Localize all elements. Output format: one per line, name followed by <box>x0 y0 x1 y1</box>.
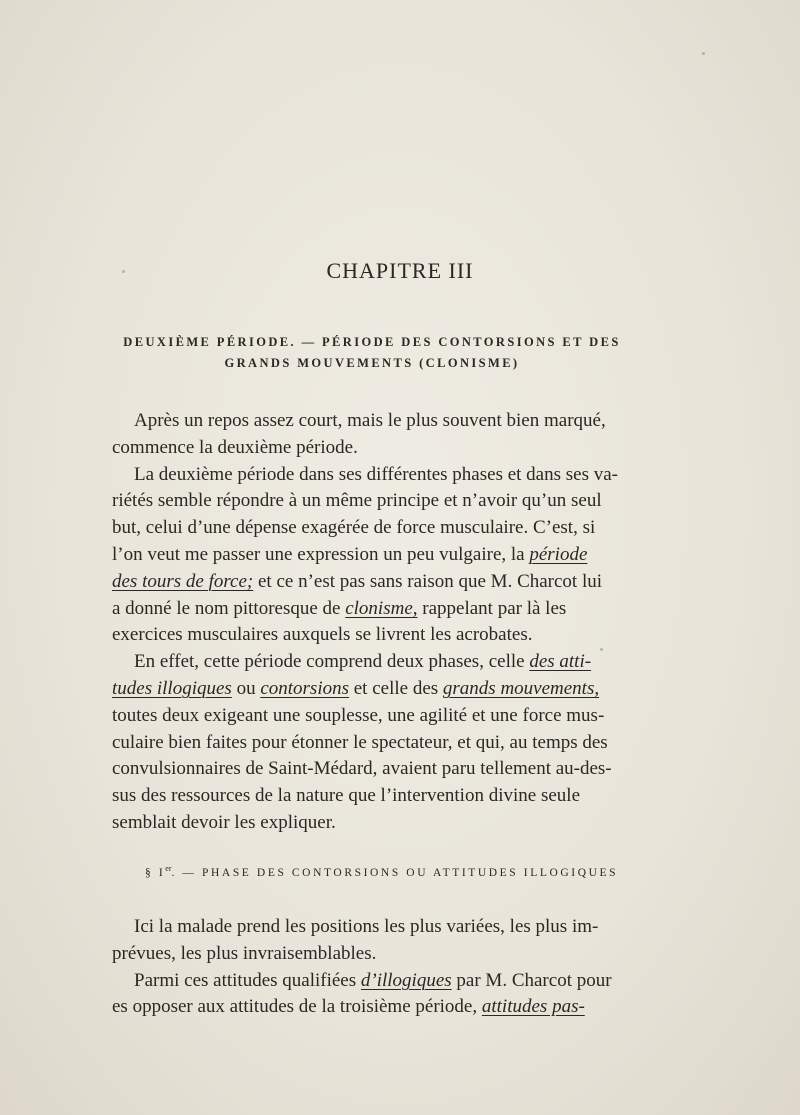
paragraph-block-2 <box>112 914 640 1021</box>
text-run: a donné le nom pittoresque de <box>112 597 346 619</box>
text-run: Parmi ces attitudes qualifiées <box>134 969 361 991</box>
text-line: La deuxième période dans ses différentes phases et dans ses va- <box>134 463 618 485</box>
subsection-prefix: § I <box>145 866 166 879</box>
text-run: rappelant par là les <box>417 597 567 619</box>
text-run: En effet, cette période comprend deux phases, celle <box>134 651 530 673</box>
subsection-title: . — PHASE DES CONTORSIONS OU ATTITUDES ILLOGIQUES <box>171 866 619 879</box>
text-line <box>112 676 640 703</box>
italic-term: clonisme, <box>345 597 418 619</box>
italic-term: attitudes pas- <box>481 996 585 1018</box>
text-line: Après un repos assez court, mais le plus souvent bien marqué, <box>134 410 606 431</box>
text-line: but, celui d’une dépense exagérée de force musculaire. C’est, si <box>112 517 596 539</box>
text-line <box>112 994 640 1021</box>
text-line: convulsionnaires de Saint-Médard, avaient paru tellement au-des- <box>112 758 612 780</box>
text-line <box>112 542 640 569</box>
section-heading-line: DEUXIÈME PÉRIODE. — PÉRIODE DES CONTORSIONS ET DES <box>123 335 621 349</box>
subsection-ordinal: er <box>165 864 172 873</box>
text-line <box>112 968 640 995</box>
text-run: es opposer aux attitudes de la troisième période, <box>112 996 482 1018</box>
text-line: semblait devoir les expliquer. <box>112 811 336 833</box>
text-line <box>112 569 640 596</box>
italic-term: période <box>529 543 588 565</box>
italic-term: d’illogiques <box>360 969 452 991</box>
italic-term: tudes illogiques <box>112 677 232 699</box>
text-run: et celle des <box>349 677 443 699</box>
text-line: culaire bien faites pour étonner le spectateur, et qui, au temps des <box>112 731 608 753</box>
italic-term: des tours de force; <box>112 570 254 592</box>
section-heading-line: GRANDS MOUVEMENTS (CLONISME) <box>224 356 520 370</box>
paper-speck <box>702 52 705 55</box>
text-line <box>112 649 640 676</box>
subsection-heading <box>145 864 618 879</box>
text-line: riétés semble répondre à un même principe et n’avoir qu’un seul <box>112 490 602 512</box>
text-run: par M. Charcot pour <box>451 969 612 991</box>
paragraph-block-1 <box>112 408 640 837</box>
text-run: et ce n’est pas sans raison que M. Charcot lui <box>253 570 603 592</box>
text-line: commence la deuxième période. <box>112 436 358 458</box>
text-line: prévues, les plus invraisemblables. <box>112 942 377 964</box>
text-line: toutes deux exigeant une souplesse, une agilité et une force mus- <box>112 704 605 726</box>
chapter-title: CHAPITRE III <box>326 258 474 283</box>
section-heading <box>112 332 632 374</box>
text-line: exercices musculaires auxquels se livrent les acrobates. <box>112 624 533 646</box>
text-line: sus des ressources de la nature que l’intervention divine seule <box>112 785 580 807</box>
italic-term: grands mouvements, <box>442 677 600 699</box>
text-line: Ici la malade prend les positions les plus variées, les plus im- <box>134 916 599 937</box>
italic-term: des atti- <box>529 651 592 673</box>
text-line <box>112 596 640 623</box>
text-run: ou <box>231 677 261 699</box>
italic-term: contorsions <box>260 677 349 699</box>
text-run: l’on veut me passer une expression un peu vulgaire, la <box>112 543 530 565</box>
